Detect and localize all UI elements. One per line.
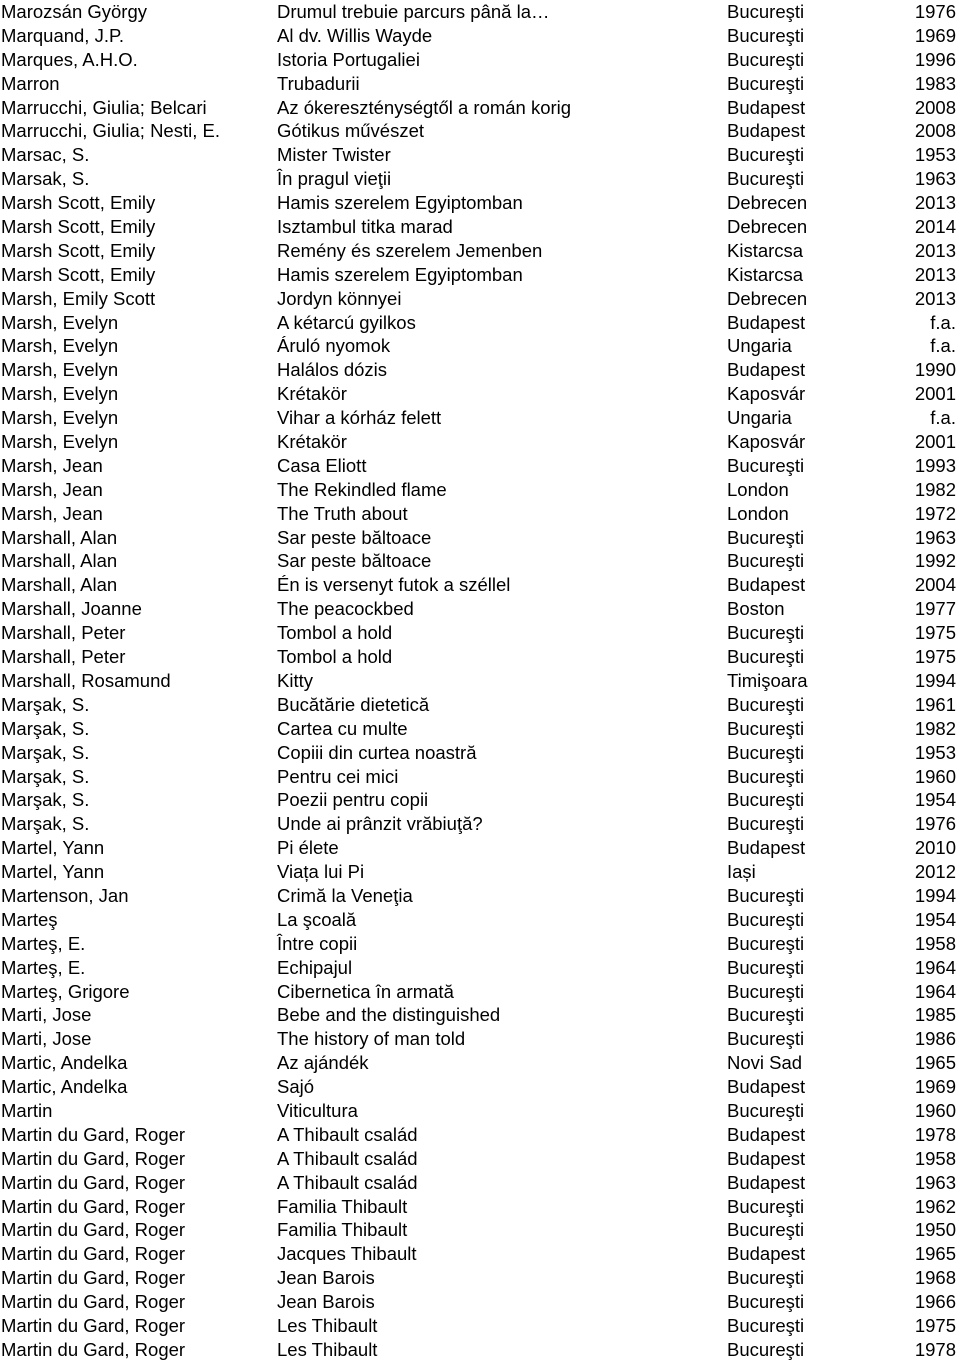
year-cell: 1977 (914, 598, 956, 620)
list-item (0, 621, 960, 645)
list-item (0, 334, 960, 358)
title-cell: Az ókereszténységtől a román korig (277, 96, 572, 118)
year-cell: 1969 (914, 24, 956, 46)
city-cell: Bucureşti (727, 48, 805, 70)
author-cell: Marshall, Alan (1, 526, 118, 548)
list-item (0, 311, 960, 335)
author-cell: Marquand, J.P. (1, 24, 125, 46)
list-item (0, 1242, 960, 1266)
list-item (0, 1051, 960, 1075)
list-item (0, 812, 960, 836)
author-cell: Martel, Yann (1, 861, 105, 883)
list-item (0, 1218, 960, 1242)
city-cell: Bucureşti (727, 1314, 805, 1336)
list-item (0, 932, 960, 956)
year-cell: 2013 (914, 192, 956, 214)
title-cell: Les Thibault (277, 1338, 378, 1360)
year-cell: 1993 (914, 454, 956, 476)
city-cell: Debrecen (727, 216, 808, 238)
year-cell: 1975 (914, 1314, 956, 1336)
list-item (0, 741, 960, 765)
list-item (0, 549, 960, 573)
year-cell: 1975 (914, 622, 956, 644)
city-cell: Novi Sad (727, 1052, 803, 1074)
year-cell: f.a. (930, 335, 956, 357)
city-cell: Budapest (727, 120, 806, 142)
title-cell: Copiii din curtea noastră (277, 741, 477, 763)
city-cell: Bucureşti (727, 1267, 805, 1289)
title-cell: La şcoală (277, 908, 357, 930)
author-cell: Marteş, E. (1, 956, 86, 978)
title-cell: Isztambul titka marad (277, 216, 453, 238)
city-cell: Budapest (727, 359, 806, 381)
author-cell: Marsh, Evelyn (1, 383, 119, 405)
list-item (0, 717, 960, 741)
year-cell: 1954 (914, 908, 956, 930)
title-cell: A Thibault család (277, 1147, 418, 1169)
list-item (0, 143, 960, 167)
year-cell: 1982 (914, 717, 956, 739)
title-cell: Unde ai prânzit vrăbiuţă? (277, 813, 483, 835)
city-cell: Bucureşti (727, 144, 805, 166)
year-cell: 1994 (914, 884, 956, 906)
author-cell: Martenson, Jan (1, 884, 129, 906)
year-cell: 1982 (914, 478, 956, 500)
title-cell: Halálos dózis (277, 359, 388, 381)
year-cell: 1964 (914, 980, 956, 1002)
author-cell: Martin du Gard, Roger (1, 1171, 186, 1193)
city-cell: Bucureşti (727, 1338, 805, 1360)
year-cell: 2013 (914, 263, 956, 285)
list-item (0, 239, 960, 263)
year-cell: 2001 (914, 383, 956, 405)
author-cell: Martin du Gard, Roger (1, 1314, 186, 1336)
author-cell: Marshall, Joanne (1, 598, 142, 620)
list-item (0, 454, 960, 478)
title-cell: Între copii (277, 932, 358, 954)
author-cell: Marsh, Evelyn (1, 431, 119, 453)
author-cell: Marrucchi, Giulia; Nesti, E. (1, 120, 220, 142)
year-cell: 1962 (914, 1195, 956, 1217)
city-cell: Bucureşti (727, 717, 805, 739)
city-cell: Boston (727, 598, 785, 620)
author-cell: Marsak, S. (1, 168, 90, 190)
author-cell: Marsh Scott, Emily (1, 216, 156, 238)
author-cell: Marşak, S. (1, 813, 90, 835)
city-cell: Budapest (727, 1147, 806, 1169)
list-item (0, 956, 960, 980)
author-cell: Marşak, S. (1, 765, 90, 787)
author-cell: Marsh Scott, Emily (1, 192, 156, 214)
year-cell: 2012 (914, 861, 956, 883)
city-cell: Bucureşti (727, 1028, 805, 1050)
city-cell: Budapest (727, 1243, 806, 1265)
author-cell: Martic, Andelka (1, 1076, 128, 1098)
list-item (0, 1290, 960, 1314)
city-cell: Bucureşti (727, 932, 805, 954)
city-cell: Budapest (727, 96, 806, 118)
author-cell: Marşak, S. (1, 789, 90, 811)
title-cell: Poezii pentru copii (277, 789, 429, 811)
year-cell: 1985 (914, 1004, 956, 1026)
list-item (0, 836, 960, 860)
title-cell: Jacques Thibault (277, 1243, 417, 1265)
year-cell: 1978 (914, 1338, 956, 1360)
list-item (0, 884, 960, 908)
author-cell: Marsh, Jean (1, 502, 103, 524)
city-cell: Bucureşti (727, 72, 805, 94)
year-cell: 2013 (914, 239, 956, 261)
list-item (0, 1266, 960, 1290)
year-cell: 2013 (914, 287, 956, 309)
title-cell: Drumul trebuie parcurs până la… (277, 1, 550, 22)
year-cell: 1978 (914, 1123, 956, 1145)
title-cell: Cartea cu multe (277, 717, 408, 739)
city-cell: Bucureşti (727, 741, 805, 763)
year-cell: 1966 (914, 1291, 956, 1313)
title-cell: Istoria Portugaliei (277, 48, 420, 70)
title-cell: Hamis szerelem Egyiptomban (277, 192, 523, 214)
year-cell: 1963 (914, 168, 956, 190)
year-cell: 1994 (914, 669, 956, 691)
author-cell: Marshall, Alan (1, 574, 118, 596)
list-item (0, 1338, 960, 1362)
title-cell: Trubadurii (277, 72, 360, 94)
city-cell: Debrecen (727, 192, 808, 214)
author-cell: Marsh, Jean (1, 478, 103, 500)
city-cell: Bucureşti (727, 454, 805, 476)
list-item (0, 788, 960, 812)
year-cell: f.a. (930, 311, 956, 333)
author-cell: Martin du Gard, Roger (1, 1267, 186, 1289)
author-cell: Martin du Gard, Roger (1, 1243, 186, 1265)
year-cell: 2001 (914, 431, 956, 453)
year-cell: 1965 (914, 1243, 956, 1265)
author-cell: Martin du Gard, Roger (1, 1195, 186, 1217)
list-item (0, 24, 960, 48)
city-cell: Bucureşti (727, 646, 805, 668)
city-cell: Bucureşti (727, 789, 805, 811)
title-cell: Kitty (277, 669, 313, 691)
year-cell: 1968 (914, 1267, 956, 1289)
list-item (0, 1075, 960, 1099)
city-cell: Iași (727, 861, 756, 883)
title-cell: Viticultura (277, 1099, 358, 1121)
city-cell: Bucureşti (727, 693, 805, 715)
title-cell: Crimă la Veneţia (277, 884, 413, 906)
city-cell: London (727, 502, 789, 524)
title-cell: Familia Thibault (277, 1219, 408, 1241)
list-item (0, 478, 960, 502)
author-cell: Marsh Scott, Emily (1, 263, 156, 285)
year-cell: 2008 (914, 96, 956, 118)
list-item (0, 693, 960, 717)
list-item (0, 406, 960, 430)
list-item (0, 96, 960, 120)
author-cell: Martin du Gard, Roger (1, 1123, 186, 1145)
city-cell: Bucureşti (727, 813, 805, 835)
author-cell: Marsh, Evelyn (1, 359, 119, 381)
list-item (0, 430, 960, 454)
author-cell: Marteş, Grigore (1, 980, 130, 1002)
author-cell: Marron (1, 72, 60, 94)
city-cell: Bucureşti (727, 24, 805, 46)
author-cell: Marteş (1, 908, 58, 930)
title-cell: Bucătărie dietetică (277, 693, 430, 715)
title-cell: Gótikus művészet (277, 120, 425, 142)
city-cell: Kistarcsa (727, 239, 804, 261)
author-cell: Marsh, Evelyn (1, 335, 119, 357)
year-cell: 1963 (914, 526, 956, 548)
list-item (0, 1195, 960, 1219)
title-cell: Casa Eliott (277, 454, 367, 476)
year-cell: 1964 (914, 956, 956, 978)
city-cell: Budapest (727, 311, 806, 333)
list-item (0, 526, 960, 550)
title-cell: The peacockbed (277, 598, 414, 620)
author-cell: Marrucchi, Giulia; Belcari (1, 96, 207, 118)
title-cell: Jean Barois (277, 1267, 375, 1289)
author-cell: Martin (1, 1099, 53, 1121)
author-cell: Martel, Yann (1, 837, 105, 859)
city-cell: Bucureşti (727, 1004, 805, 1026)
city-cell: Kistarcsa (727, 263, 804, 285)
list-item (0, 502, 960, 526)
author-cell: Martin du Gard, Roger (1, 1338, 186, 1360)
title-cell: Cibernetica în armată (277, 980, 454, 1002)
title-cell: În pragul vieţii (277, 168, 392, 190)
list-item (0, 669, 960, 693)
author-cell: Marsh, Evelyn (1, 311, 119, 333)
author-cell: Marteş, E. (1, 932, 86, 954)
list-item (0, 287, 960, 311)
author-cell: Marques, A.H.O. (1, 48, 138, 70)
list-item (0, 1147, 960, 1171)
title-cell: Les Thibault (277, 1314, 378, 1336)
year-cell: 1961 (914, 693, 956, 715)
list-item (0, 597, 960, 621)
year-cell: 1969 (914, 1076, 956, 1098)
list-item (0, 48, 960, 72)
author-cell: Marti, Jose (1, 1004, 92, 1026)
year-cell: 1958 (914, 932, 956, 954)
year-cell: 1960 (914, 765, 956, 787)
list-item (0, 573, 960, 597)
year-cell: 1992 (914, 550, 956, 572)
author-cell: Marshall, Alan (1, 550, 118, 572)
year-cell: 1960 (914, 1099, 956, 1121)
title-cell: Echipajul (277, 956, 353, 978)
title-cell: The Truth about (277, 502, 408, 524)
title-cell: Tombol a hold (277, 646, 393, 668)
title-cell: Pi élete (277, 837, 339, 859)
title-cell: Hamis szerelem Egyiptomban (277, 263, 523, 285)
city-cell: Bucureşti (727, 884, 805, 906)
title-cell: Én is versenyt futok a széllel (277, 574, 511, 596)
list-item (0, 1099, 960, 1123)
author-cell: Marozsán György (1, 1, 147, 22)
list-item (0, 908, 960, 932)
list-item (0, 215, 960, 239)
title-cell: Krétakör (277, 431, 347, 453)
year-cell: 1990 (914, 359, 956, 381)
title-cell: A kétarcú gyilkos (277, 311, 416, 333)
city-cell: Budapest (727, 574, 806, 596)
city-cell: Budapest (727, 837, 806, 859)
year-cell: 2004 (914, 574, 956, 596)
city-cell: Bucureşti (727, 550, 805, 572)
city-cell: Bucureşti (727, 956, 805, 978)
title-cell: Jordyn könnyei (277, 287, 402, 309)
list-item (0, 358, 960, 382)
city-cell: Bucureşti (727, 765, 805, 787)
city-cell: Bucureşti (727, 1195, 805, 1217)
list-item (0, 263, 960, 287)
title-cell: Sar peste băltoace (277, 550, 432, 572)
author-cell: Marsh, Emily Scott (1, 287, 156, 309)
city-cell: Kaposvár (727, 431, 806, 453)
year-cell: f.a. (930, 407, 956, 429)
city-cell: Bucureşti (727, 168, 805, 190)
list-item (0, 645, 960, 669)
title-cell: Sar peste băltoace (277, 526, 432, 548)
list-item (0, 980, 960, 1004)
year-cell: 1986 (914, 1028, 956, 1050)
title-cell: Bebe and the distinguished (277, 1004, 501, 1026)
title-cell: Jean Barois (277, 1291, 375, 1313)
year-cell: 1972 (914, 502, 956, 524)
list-item (0, 1003, 960, 1027)
title-cell: Mister Twister (277, 144, 391, 166)
author-cell: Marshall, Peter (1, 646, 126, 668)
author-cell: Marşak, S. (1, 717, 90, 739)
year-cell: 1958 (914, 1147, 956, 1169)
title-cell: Familia Thibault (277, 1195, 408, 1217)
author-cell: Marti, Jose (1, 1028, 92, 1050)
title-cell: Az ajándék (277, 1052, 369, 1074)
year-cell: 2008 (914, 120, 956, 142)
title-cell: Vihar a kórház felett (277, 407, 442, 429)
title-cell: Viața lui Pi (277, 861, 365, 883)
city-cell: Ungaria (727, 407, 792, 429)
author-cell: Marşak, S. (1, 693, 90, 715)
list-item (0, 119, 960, 143)
title-cell: A Thibault család (277, 1171, 418, 1193)
list-item (0, 860, 960, 884)
title-cell: Tombol a hold (277, 622, 393, 644)
city-cell: London (727, 478, 789, 500)
author-cell: Martic, Andelka (1, 1052, 128, 1074)
author-cell: Martin du Gard, Roger (1, 1219, 186, 1241)
author-cell: Marshall, Rosamund (1, 669, 171, 691)
year-cell: 1996 (914, 48, 956, 70)
year-cell: 1963 (914, 1171, 956, 1193)
title-cell: The Rekindled flame (277, 478, 447, 500)
year-cell: 1975 (914, 646, 956, 668)
city-cell: Bucureşti (727, 980, 805, 1002)
title-cell: Al dv. Willis Wayde (277, 24, 433, 46)
author-cell: Marsac, S. (1, 144, 90, 166)
author-cell: Martin du Gard, Roger (1, 1291, 186, 1313)
city-cell: Budapest (727, 1123, 806, 1145)
title-cell: Pentru cei mici (277, 765, 399, 787)
list-item (0, 1314, 960, 1338)
city-cell: Timişoara (727, 669, 808, 691)
city-cell: Ungaria (727, 335, 792, 357)
city-cell: Budapest (727, 1076, 806, 1098)
author-cell: Marsh Scott, Emily (1, 239, 156, 261)
list-item (0, 765, 960, 789)
city-cell: Budapest (727, 1171, 806, 1193)
year-cell: 2014 (914, 216, 956, 238)
year-cell: 1976 (914, 1, 956, 22)
list-item (0, 1123, 960, 1147)
year-cell: 2010 (914, 837, 956, 859)
list-item (0, 382, 960, 406)
city-cell: Bucureşti (727, 526, 805, 548)
title-cell: The history of man told (277, 1028, 466, 1050)
city-cell: Bucureşti (727, 1, 805, 22)
title-cell: Sajó (277, 1076, 315, 1098)
title-cell: Krétakör (277, 383, 347, 405)
year-cell: 1953 (914, 144, 956, 166)
author-cell: Marsh, Jean (1, 454, 103, 476)
list-item (0, 72, 960, 96)
list-item (0, 167, 960, 191)
city-cell: Debrecen (727, 287, 808, 309)
list-item (0, 191, 960, 215)
year-cell: 1965 (914, 1052, 956, 1074)
year-cell: 1976 (914, 813, 956, 835)
list-item (0, 1027, 960, 1051)
author-cell: Marşak, S. (1, 741, 90, 763)
title-cell: Remény és szerelem Jemenben (277, 239, 543, 261)
title-cell: A Thibault család (277, 1123, 418, 1145)
city-cell: Bucureşti (727, 908, 805, 930)
year-cell: 1950 (914, 1219, 956, 1241)
city-cell: Kaposvár (727, 383, 806, 405)
list-item (0, 1171, 960, 1195)
year-cell: 1953 (914, 741, 956, 763)
city-cell: Bucureşti (727, 1219, 805, 1241)
city-cell: Bucureşti (727, 1291, 805, 1313)
author-cell: Martin du Gard, Roger (1, 1147, 186, 1169)
title-cell: Áruló nyomok (277, 335, 391, 357)
city-cell: Bucureşti (727, 1099, 805, 1121)
year-cell: 1983 (914, 72, 956, 94)
city-cell: Bucureşti (727, 622, 805, 644)
list-item (0, 0, 960, 24)
author-cell: Marsh, Evelyn (1, 407, 119, 429)
author-cell: Marshall, Peter (1, 622, 126, 644)
year-cell: 1954 (914, 789, 956, 811)
